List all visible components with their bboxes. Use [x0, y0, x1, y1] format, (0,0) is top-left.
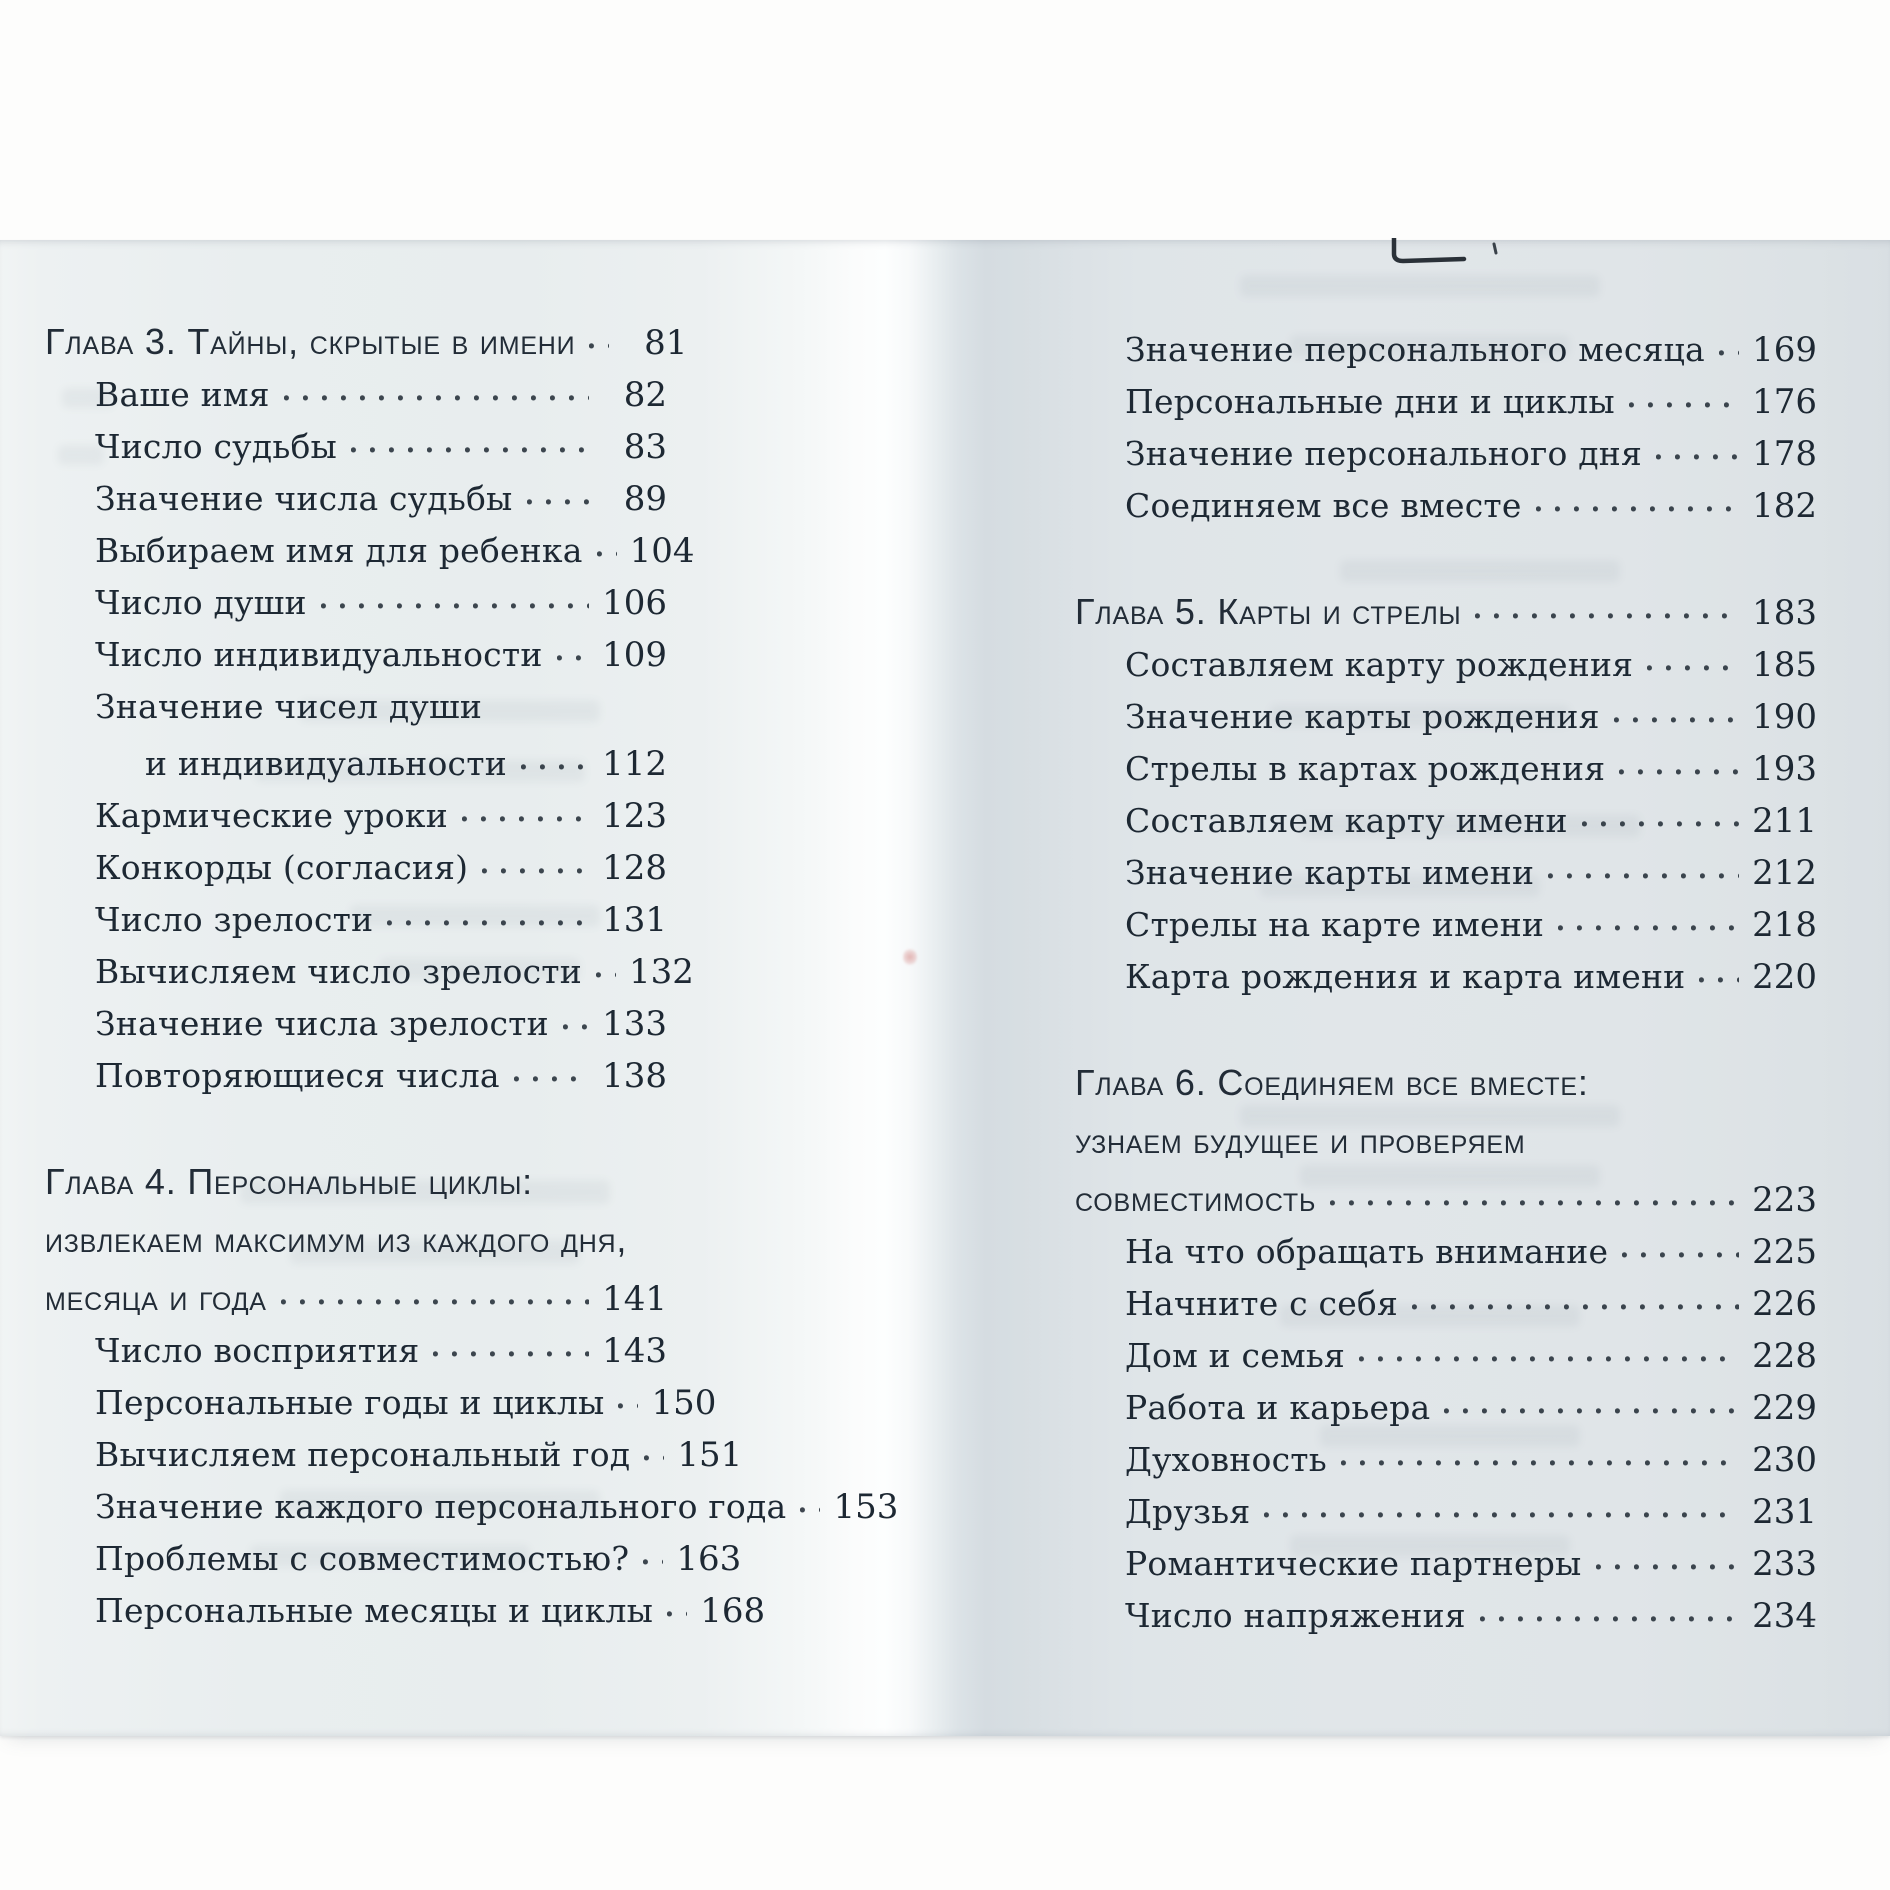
dot-leader	[1264, 1512, 1739, 1518]
entry-title: Значение карты имени	[1125, 853, 1535, 892]
toc-entry-block	[1075, 639, 1817, 691]
toc-chapter-line	[1075, 1173, 1817, 1226]
toc-entry-line	[45, 681, 667, 738]
page-number: 82	[623, 375, 667, 415]
entry-title: Ваше имя	[95, 375, 270, 414]
toc-entry-block	[1075, 1330, 1817, 1382]
toc-entry-line	[45, 421, 667, 473]
dot-leader	[1475, 613, 1739, 619]
dot-leader	[596, 972, 616, 978]
entry-title: Число судьбы	[95, 427, 338, 466]
toc-entry-line	[1075, 1538, 1817, 1590]
page-number: 185	[1752, 645, 1817, 685]
toc-entry-line	[1075, 847, 1817, 899]
toc-entry-block	[1075, 951, 1817, 1003]
toc-entry-line	[1075, 1590, 1817, 1642]
toc-chapter-block	[1075, 586, 1817, 639]
entry-title: Проблемы с совместимостью?	[95, 1539, 630, 1578]
toc-chapter-block	[1075, 1057, 1817, 1226]
entry-title: Число напряжения	[1125, 1596, 1466, 1635]
dot-leader	[1536, 506, 1739, 512]
toc-entry-block	[45, 1325, 667, 1377]
toc-entry-line	[45, 1377, 717, 1429]
toc-entry-line	[45, 629, 667, 681]
toc-entry-block	[45, 473, 667, 525]
toc-entry-block	[1075, 1590, 1817, 1642]
toc-entry-line	[45, 473, 667, 525]
page-number: 190	[1752, 697, 1817, 737]
toc-entry-block	[1075, 376, 1817, 428]
toc-entry-block	[1075, 743, 1817, 795]
toc-entry-line	[1075, 795, 1817, 847]
toc-entry-block	[1075, 847, 1817, 899]
toc-entry-line	[1075, 1382, 1817, 1434]
page-number: 182	[1752, 486, 1817, 526]
entry-title: Значение персонального дня	[1125, 434, 1643, 473]
toc-entry-block	[45, 1481, 899, 1533]
toc-entry-line	[1075, 428, 1817, 480]
toc-entry-line	[1075, 899, 1817, 951]
entry-title: Соединяем все вместе	[1125, 486, 1522, 525]
toc-entry-line	[1075, 639, 1817, 691]
toc-entry-line	[45, 738, 667, 790]
entry-title: Значение чисел души	[95, 687, 483, 726]
entry-title: Персональные годы и циклы	[95, 1383, 605, 1422]
dot-leader	[1359, 1356, 1739, 1362]
toc-entry-block	[1075, 1278, 1817, 1330]
entry-title: Выбираем имя для ребенка	[95, 531, 583, 570]
dot-leader	[482, 868, 589, 874]
toc-chapter-line	[45, 1214, 667, 1272]
chapter-title: Глава 5. Карты и стрелы	[1075, 591, 1462, 632]
dot-leader	[1558, 925, 1739, 931]
pink-smudge-mark	[903, 948, 917, 966]
dot-leader	[321, 603, 589, 609]
page-number: 143	[602, 1331, 667, 1371]
entry-title: Повторяющиеся числа	[95, 1056, 500, 1095]
toc-entry-block	[45, 577, 667, 629]
page-number: 141	[602, 1279, 667, 1319]
dot-leader	[1444, 1408, 1739, 1414]
dot-leader	[800, 1507, 820, 1513]
entry-title: Персональные дни и циклы	[1125, 382, 1615, 421]
entry-title: Составляем карту рождения	[1125, 645, 1634, 684]
toc-entry-line	[45, 1429, 743, 1481]
entry-title: Друзья	[1125, 1492, 1251, 1531]
toc-entry-block	[45, 1585, 766, 1637]
page-number: 183	[1752, 593, 1817, 633]
dot-leader	[281, 1299, 589, 1305]
dot-leader	[462, 816, 589, 822]
open-book-spread	[0, 240, 1890, 1736]
page-number: 229	[1752, 1388, 1817, 1428]
entry-title: Значение числа судьбы	[95, 479, 513, 518]
entry-title: Конкорды (согласия)	[95, 848, 469, 887]
dot-leader	[667, 1611, 687, 1617]
toc-entry-block	[1075, 795, 1817, 847]
dot-leader	[1622, 1252, 1739, 1258]
toc-entry-line	[1075, 1226, 1817, 1278]
page-number: 225	[1752, 1232, 1817, 1272]
dot-leader	[1548, 873, 1739, 879]
left-page-toc	[45, 316, 899, 1637]
dot-leader	[521, 764, 589, 770]
toc-entry-line	[45, 946, 694, 998]
page-number: 226	[1752, 1284, 1817, 1324]
page-number: 223	[1752, 1180, 1817, 1220]
entry-title: и индивидуальности	[145, 744, 507, 783]
toc-entry-line	[1075, 951, 1817, 1003]
toc-entry-line	[45, 1325, 667, 1377]
toc-entry-block	[45, 998, 667, 1050]
entry-title: Дом и семья	[1125, 1336, 1346, 1375]
toc-entry-block	[45, 1377, 717, 1429]
dot-leader	[514, 1076, 589, 1082]
toc-entry-line	[45, 369, 667, 421]
entry-title: Романтические партнеры	[1125, 1544, 1582, 1583]
entry-title: Число восприятия	[95, 1331, 420, 1370]
toc-entry-line	[45, 1050, 667, 1102]
page-number: 193	[1752, 749, 1817, 789]
toc-entry-block	[45, 842, 667, 894]
toc-entry-block	[45, 946, 694, 998]
toc-entry-line	[45, 1533, 742, 1585]
toc-entry-line	[45, 525, 695, 577]
toc-chapter-line	[45, 316, 688, 369]
toc-entry-line	[45, 1585, 766, 1637]
toc-chapter-line	[1075, 586, 1817, 639]
page-number: 228	[1752, 1336, 1817, 1376]
dot-leader	[618, 1403, 638, 1409]
page-number: 153	[833, 1487, 899, 1527]
toc-entry-block	[45, 1533, 742, 1585]
toc-chapter-block	[45, 1156, 667, 1325]
chapter-title: совместимость	[1075, 1178, 1317, 1219]
page-number: 163	[676, 1539, 742, 1579]
toc-entry-block	[45, 790, 667, 842]
toc-entry-block	[1075, 428, 1817, 480]
right-page-toc	[1075, 324, 1817, 1642]
dot-leader	[643, 1559, 663, 1565]
toc-entry-block	[1075, 691, 1817, 743]
page-number: 128	[602, 848, 667, 888]
dot-leader	[1647, 665, 1739, 671]
toc-entry-block	[45, 1050, 667, 1102]
toc-entry-block	[1075, 1434, 1817, 1486]
page-number: 212	[1752, 853, 1817, 893]
toc-entry-line	[45, 894, 667, 946]
dot-leader	[1480, 1616, 1739, 1622]
toc-entry-line	[45, 842, 667, 894]
entry-title: Духовность	[1125, 1440, 1327, 1479]
toc-entry-block	[1075, 899, 1817, 951]
toc-entry-block	[45, 629, 667, 681]
bleed-through-ghost	[1240, 275, 1600, 297]
dot-leader	[1582, 821, 1739, 827]
toc-entry-block	[1075, 1538, 1817, 1590]
toc-entry-block	[1075, 480, 1817, 532]
toc-entry-line	[1075, 1434, 1817, 1486]
toc-entry-line	[45, 790, 667, 842]
dot-leader	[597, 551, 617, 557]
toc-entry-block	[1075, 1226, 1817, 1278]
page-number: 168	[700, 1591, 766, 1631]
dot-leader	[1629, 402, 1739, 408]
page-number: 81	[644, 323, 688, 363]
entry-title: Вычисляем персональный год	[95, 1435, 631, 1474]
toc-entry-line	[1075, 376, 1817, 428]
dot-leader	[1656, 454, 1739, 460]
corner-bracket-mark	[1390, 238, 1502, 268]
entry-title: Значение карты рождения	[1125, 697, 1600, 736]
toc-entry-line	[1075, 1486, 1817, 1538]
toc-entry-line	[1075, 1330, 1817, 1382]
toc-entry-line	[1075, 324, 1817, 376]
toc-entry-block	[45, 681, 667, 790]
toc-entry-line	[1075, 480, 1817, 532]
toc-chapter-line	[45, 1156, 667, 1214]
chapter-title: Глава 4. Персональные циклы:	[45, 1161, 533, 1202]
toc-entry-block	[45, 894, 667, 946]
entry-title: Карта рождения и карта имени	[1125, 957, 1686, 996]
page-number: 231	[1752, 1492, 1817, 1532]
toc-entry-block	[45, 369, 667, 421]
entry-title: Персональные месяцы и циклы	[95, 1591, 654, 1630]
page-number: 109	[602, 635, 667, 675]
entry-title: Вычисляем число зрелости	[95, 952, 582, 991]
page-number: 151	[677, 1435, 743, 1475]
dot-leader	[351, 447, 589, 453]
page-number: 211	[1752, 801, 1817, 841]
chapter-title: извлекаем максимум из каждого дня,	[45, 1219, 628, 1260]
page-number: 106	[602, 583, 667, 623]
entry-title: Значение каждого персонального года	[95, 1487, 787, 1526]
dot-leader	[387, 920, 589, 926]
chapter-title: Глава 6. Соединяем все вместе:	[1075, 1062, 1589, 1103]
toc-entry-block	[1075, 1486, 1817, 1538]
page-number: 89	[623, 479, 667, 519]
entry-title: Стрелы на карте имени	[1125, 905, 1545, 944]
page-number: 131	[602, 900, 667, 940]
toc-entry-block	[45, 421, 667, 473]
page-number: 112	[602, 744, 667, 784]
dot-leader	[1330, 1200, 1739, 1206]
entry-title: На что обращать внимание	[1125, 1232, 1609, 1271]
page-number: 132	[629, 952, 694, 992]
entry-title: Начните с себя	[1125, 1284, 1399, 1323]
page-number: 138	[602, 1056, 667, 1096]
entry-title: Значение персонального месяца	[1125, 330, 1705, 369]
dot-leader	[433, 1351, 589, 1357]
toc-chapter-line	[1075, 1115, 1817, 1173]
page-number: 123	[602, 796, 667, 836]
toc-entry-block	[45, 525, 695, 577]
entry-title: Число зрелости	[95, 900, 374, 939]
page-number: 218	[1752, 905, 1817, 945]
chapter-title: Глава 3. Тайны, скрытые в имени	[45, 321, 576, 362]
page-number: 150	[651, 1383, 717, 1423]
toc-entry-line	[45, 1481, 899, 1533]
toc-entry-line	[1075, 691, 1817, 743]
entry-title: Кармические уроки	[95, 796, 448, 835]
toc-entry-line	[45, 577, 667, 629]
dot-leader	[1619, 769, 1739, 775]
toc-entry-line	[1075, 743, 1817, 795]
dot-leader	[284, 395, 589, 401]
dot-leader	[1719, 350, 1739, 356]
toc-chapter-line	[45, 1272, 667, 1325]
dot-leader	[644, 1455, 664, 1461]
dot-leader	[1412, 1304, 1739, 1310]
toc-entry-block	[45, 1429, 743, 1481]
page-number: 104	[629, 531, 695, 571]
chapter-title: месяца и года	[45, 1277, 267, 1318]
chapter-title: узнаем будущее и проверяем	[1075, 1120, 1526, 1161]
dot-leader	[1341, 1460, 1739, 1466]
toc-entry-block	[1075, 1382, 1817, 1434]
toc-entry-block	[1075, 324, 1817, 376]
dot-leader	[589, 343, 609, 349]
page-number: 234	[1752, 1596, 1817, 1636]
entry-title: Число индивидуальности	[95, 635, 543, 674]
entry-title: Работа и карьера	[1125, 1388, 1431, 1427]
page-number: 233	[1752, 1544, 1817, 1584]
dot-leader	[1699, 977, 1739, 983]
entry-title: Стрелы в картах рождения	[1125, 749, 1606, 788]
page-number: 176	[1752, 382, 1817, 422]
dot-leader	[557, 655, 589, 661]
page-number: 220	[1752, 957, 1817, 997]
toc-entry-line	[45, 998, 667, 1050]
dot-leader	[527, 499, 589, 505]
page-number: 133	[602, 1004, 667, 1044]
page-number: 83	[623, 427, 667, 467]
toc-chapter-block	[45, 316, 688, 369]
page-number: 230	[1752, 1440, 1817, 1480]
page-number: 178	[1752, 434, 1817, 474]
toc-chapter-line	[1075, 1057, 1817, 1115]
dot-leader	[563, 1024, 589, 1030]
toc-entry-line	[1075, 1278, 1817, 1330]
dot-leader	[1614, 717, 1739, 723]
entry-title: Составляем карту имени	[1125, 801, 1568, 840]
dot-leader	[1596, 1564, 1740, 1570]
entry-title: Число души	[95, 583, 307, 622]
entry-title: Значение числа зрелости	[95, 1004, 549, 1043]
page-number: 169	[1752, 330, 1817, 370]
